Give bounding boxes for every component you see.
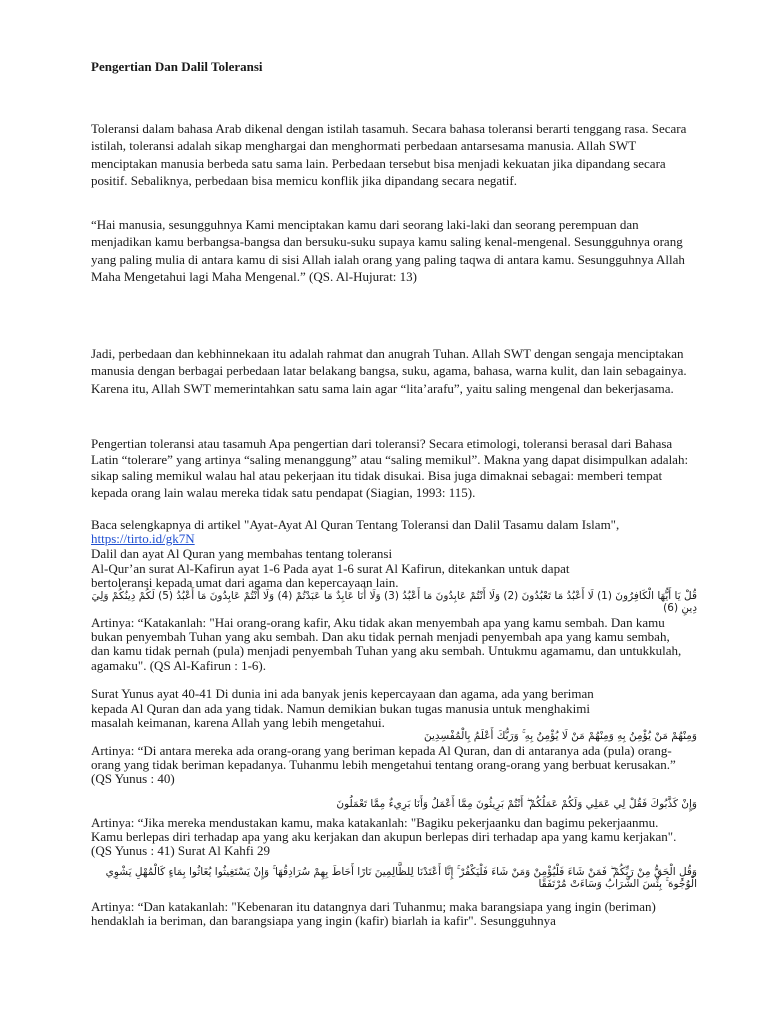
arabic-verse-kafirun: قُلْ يَا أَيُّهَا الْكَافِرُونَ (1) لَا أَعْبُدُ مَا تَعْبُدُونَ (2) وَلَا أَنْتُمْ عَابِدُونَ مَا أَعْبُدُ (3) وَلَا أَنَا عَابِدٌ مَا عَبَدْتُمْ (4) وَلَا أَنْتُمْ عَابِدُونَ مَا أَعْبُدُ (5) لَكُمْ دِينُكُمْ وَلِيَ دِينِ (6) xyxy=(91,590,697,614)
read-more-text: Baca selengkapnya di artikel "Ayat-Ayat Al Quran Tentang Toleransi dan Dalil Tasamu dalam Islam", xyxy=(91,517,620,532)
arabic-verse-yunus-41: وَإِنْ كَذَّبُوكَ فَقُلْ لِي عَمَلِي وَلَكُمْ عَمَلُكُمْ ۖ أَنْتُمْ بَرِيئُونَ مِمَّا أَعْمَلُ وَأَنَا بَرِيءٌ مِمَّا تَعْمَلُونَ xyxy=(336,798,697,810)
yunus-40-translation: Artinya: “Di antara mereka ada orang-orang yang beriman kepada Al Quran, dan di antaranya ada (pula) orang-orang yang tidak beriman kepadanya. Tuhanmu lebih mengetahui tentang orang-orang yang berbuat kerusakan.” (QS Yunus : 40) xyxy=(91,743,676,787)
yunus-intro-line-2: kepada Al Quran dan ada yang tidak. Namun demikian bukan tugas manusia untuk menghakimi xyxy=(91,701,590,716)
kahfi-translation: Artinya: “Dan katakanlah: "Kebenaran itu datangnya dari Tuhanmu; maka barangsiapa yang ingin (beriman) hendaklah ia beriman, dan barangsiapa yang ingin (kafir) biarlah ia kafir". Sesungguhnya xyxy=(91,899,656,929)
paragraph-toleransi-definition: Toleransi dalam bahasa Arab dikenal dengan istilah tasamuh. Secara bahasa toleransi berarti tenggang rasa. Secara istilah, toleransi adalah sikap menghargai dan menghormati perbedaan antarsesama manusia. Allah SWT menciptakan manusia berbeda satu sama lain. Perbedaan tersebut bisa menjadi kekuatan jika dipandang secara positif. Sebaliknya, perbedaan bisa memicu konflik jika dipandang secara negatif. xyxy=(91,121,687,188)
article-link[interactable]: https://tirto.id/gk7N xyxy=(91,531,195,547)
kafirun-translation: Artinya: “Katakanlah: "Hai orang-orang kafir, Aku tidak akan menyembah apa yang kamu sembah. Dan kamu bukan penyembah Tuhan yang aku sembah. Dan aku tidak pernah menjadi penyembah apa yang kamu sembah, dan kamu tidak pernah (pula) menjadi penyembah Tuhan yang aku sembah. Untukmu agamamu, dan untukkulah, agamaku". (QS Al-Kafirun : 1-6). xyxy=(91,615,682,673)
kafirun-intro-line-2: bertoleransi kepada umat dari agama dan kepercayaan lain. xyxy=(91,575,399,590)
yunus-intro-line-3: masalah keimanan, karena Allah yang lebih mengetahui. xyxy=(91,715,385,730)
paragraph-etimologi: Pengertian toleransi atau tasamuh Apa pengertian dari toleransi? Secara etimologi, toleransi berasal dari Bahasa Latin “tolerare” yang artinya “saling menanggung” atau “saling memikul”. Makna yang dapat disimpulkan adalah: sikap saling memikul walau hal atau pekerjaan itu tidak disukai. Bisa juga dimaknai sebagai: memberi tempat kepada orang lain walau mereka tidak satu pendapat (Siagian, 1993: 115). xyxy=(91,436,689,500)
dalil-heading: Dalil dan ayat Al Quran yang membahas tentang toleransi xyxy=(91,546,393,561)
yunus-41-translation: Artinya: “Jika mereka mendustakan kamu, maka katakanlah: "Bagiku pekerjaanku dan bagimu pekerjaanmu. Kamu berlepas diri terhadap apa yang aku kerjakan dan akupun berlepas diri terhadap apa yang kamu kerjakan". (QS Yunus : 41) Surat Al Kahfi 29 xyxy=(91,815,677,859)
paragraph-quran-quote-hujurat: “Hai manusia, sesungguhnya Kami menciptakan kamu dari seorang laki-laki dan seorang perempuan dan menjadikan kamu berbangsa-bangsa dan bersuku-suku supaya kamu saling kenal-mengenal. Sesungguhnya orang yang paling mulia di antara kamu di sisi Allah ialah orang yang paling taqwa di antara kamu. Sesungguhnya Allah Maha Mengetahui lagi Maha Mengenal.” (QS. Al-Hujurat: 13) xyxy=(91,217,685,284)
read-more-paragraph xyxy=(91,518,691,546)
arabic-verse-kahfi: وَقُلِ الْحَقُّ مِنْ رَبِّكُمْ ۖ فَمَنْ شَاءَ فَلْيُؤْمِنْ وَمَنْ شَاءَ فَلْيَكْفُرْ ۚ إِنَّا أَعْتَدْنَا لِلظَّالِمِينَ نَارًا أَحَاطَ بِهِمْ سُرَادِقُهَا ۚ وَإِنْ يَسْتَغِيثُوا يُغَاثُوا بِمَاءٍ كَالْمُهْلِ يَشْوِي الْوُجُوهَ ۚ بِئْسَ الشَّرَابُ وَسَاءَتْ مُرْتَفَقًا xyxy=(105,866,697,890)
kafirun-intro-line-1: Al-Qur’an surat Al-Kafirun ayat 1-6 Pada ayat 1-6 surat Al Kafirun, ditekankan untuk dapat xyxy=(91,561,570,576)
yunus-intro-line-1: Surat Yunus ayat 40-41 Di dunia ini ada banyak jenis kepercayaan dan agama, ada yang beriman xyxy=(91,686,594,701)
paragraph-perbedaan-rahmat: Jadi, perbedaan dan kebhinnekaan itu adalah rahmat dan anugrah Tuhan. Allah SWT dengan sengaja menciptakan manusia dengan berbagai perbedaan latar belakang bangsa, suku, agama, bahasa, warna kulit, dan lain sebagainya. Karena itu, Allah SWT memerintahkan satu sama lain agar “lita’arafu”, yaitu saling mengenal dan bekerjasama. xyxy=(91,346,687,396)
document-title: Pengertian Dan Dalil Toleransi xyxy=(91,59,263,74)
arabic-verse-yunus-40: وَمِنْهُمْ مَنْ يُؤْمِنُ بِهِ وَمِنْهُمْ مَنْ لَا يُؤْمِنُ بِهِ ۚ وَرَبُّكَ أَعْلَمُ بِالْمُفْسِدِينَ xyxy=(423,730,697,742)
